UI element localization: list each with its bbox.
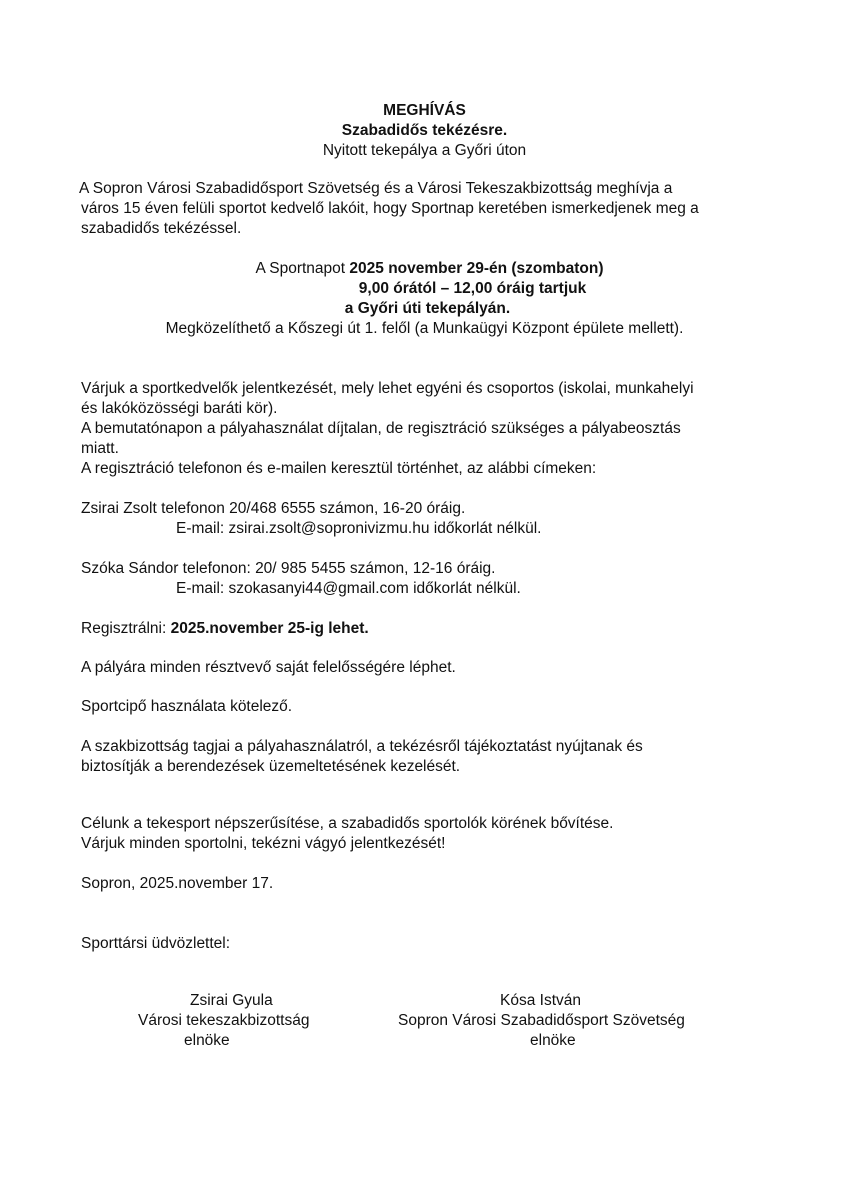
signature-role: elnöke — [530, 1032, 576, 1049]
document-title: MEGHÍVÁS — [383, 102, 466, 119]
event-date-prefix: A Sportnapot — [255, 260, 350, 277]
closing-line: Várjuk minden sportolni, tekézni vágyó jelentkezését! — [81, 835, 446, 852]
body-line: miatt. — [81, 440, 119, 457]
signature-role: elnöke — [184, 1032, 230, 1049]
event-date-line — [5, 259, 849, 279]
signature-org: Városi tekeszakbizottság — [138, 1012, 310, 1029]
contact-phone: Szóka Sándor telefonon: 20/ 985 5455 számon, 12-16 óráig. — [81, 560, 496, 577]
body-line: A regisztráció telefonon és e-mailen keresztül történhet, az alábbi címeken: — [81, 460, 597, 477]
event-time: 9,00 órától – 12,00 óráig tartjuk — [358, 280, 587, 297]
note-line: Sportcipő használata kötelező. — [81, 698, 293, 715]
event-access: Megközelíthető a Kőszegi út 1. felől (a Munkaügyi Központ épülete mellett). — [165, 320, 684, 337]
registration-deadline-line — [81, 619, 369, 639]
note-line: A pályára minden résztvevő saját felelősségére léphet. — [81, 659, 456, 676]
intro-line: város 15 éven felüli sportot kedvelő lakóit, hogy Sportnap keretében ismerkedjenek meg a — [81, 200, 699, 217]
registration-deadline: 2025.november 25-ig lehet. — [170, 620, 369, 637]
intro-line: A Sopron Városi Szabadidősport Szövetség és a Városi Tekeszakbizottság meghívja a — [79, 180, 673, 197]
contact-email[interactable]: E-mail: szokasanyi44@gmail.com időkorlát nélkül. — [176, 580, 521, 597]
signature-org: Sopron Városi Szabadidősport Szövetség — [398, 1012, 685, 1029]
intro-line: szabadidős tekézéssel. — [81, 220, 242, 237]
document-tagline: Nyitott tekepálya a Győri úton — [322, 142, 527, 159]
contact-email[interactable]: E-mail: zsirai.zsolt@sopronivizmu.hu időkorlát nélkül. — [176, 520, 542, 537]
signature-name: Zsirai Gyula — [190, 992, 273, 1009]
place-date: Sopron, 2025.november 17. — [81, 875, 274, 892]
event-place: a Győri úti tekepályán. — [344, 300, 511, 317]
greeting: Sporttársi üdvözlettel: — [81, 935, 231, 952]
body-line: A bemutatónapon a pályahasználat díjtalan, de regisztráció szükséges a pályabeosztás — [81, 420, 681, 437]
contact-phone: Zsirai Zsolt telefonon 20/468 6555 számon, 16-20 óráig. — [81, 500, 466, 517]
note-line: biztosítják a berendezések üzemeltetésének kezelését. — [81, 758, 461, 775]
body-line: Várjuk a sportkedvelők jelentkezését, mely lehet egyéni és csoportos (iskolai, munkahelyi — [81, 380, 694, 397]
note-line: A szakbizottság tagjai a pályahasználatról, a tekézésről tájékoztatást nyújtanak és — [81, 738, 643, 755]
body-line: és lakóközösségi baráti kör). — [81, 400, 278, 417]
registration-prefix: Regisztrálni: — [81, 620, 171, 637]
signature-name: Kósa István — [500, 992, 581, 1009]
event-date: 2025 november 29-én (szombaton) — [349, 260, 604, 277]
document-subtitle: Szabadidős tekézésre. — [341, 122, 508, 139]
closing-line: Célunk a tekesport népszerűsítése, a szabadidős sportolók körének bővítése. — [81, 815, 614, 832]
